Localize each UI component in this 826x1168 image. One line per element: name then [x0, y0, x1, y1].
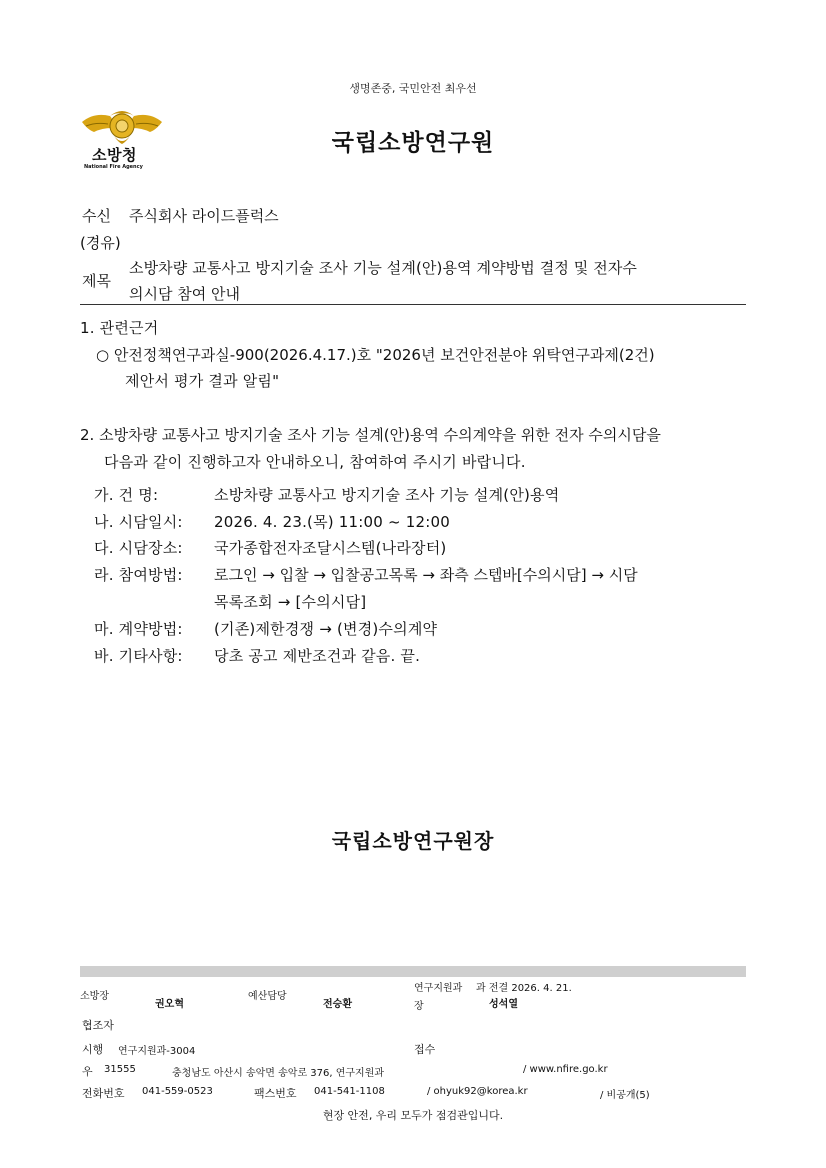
logo-text: 소방청 — [92, 146, 137, 164]
item-value-title: 소방차량 교통사고 방지기술 조사 기능 설계(안)용역 — [214, 486, 560, 504]
email-link[interactable]: / ohyuk92@korea.kr — [427, 1086, 528, 1097]
item-label-contract: 마. 계약방법: — [94, 620, 183, 638]
section-1-item-line-1: ○ 안전정책연구과실-900(2026.4.17.)호 "2026년 보건안전분야 위탁연구과제(2건) — [96, 346, 655, 364]
issuer-signature: 국립소방연구원장 — [331, 829, 495, 853]
header-divider — [80, 304, 746, 305]
enforce-label: 시행 — [82, 1043, 104, 1056]
approver-2-title: 예산담당 — [248, 991, 287, 1002]
subject-label: 제목 — [82, 272, 111, 290]
approver-2-name: 전승환 — [323, 999, 352, 1010]
section-2-line-2: 다음과 같이 진행하고자 안내하오니, 참여하여 주시기 바랍니다. — [104, 453, 526, 471]
motto: 생명존중, 국민안전 최우선 — [349, 82, 477, 95]
phone-number: 041-559-0523 — [142, 1086, 213, 1097]
via-label: (경유) — [80, 234, 121, 252]
approver-1-name: 권오혁 — [155, 999, 184, 1010]
phone-label: 전화번호 — [82, 1087, 125, 1100]
receipt-label: 접수 — [414, 1043, 436, 1056]
section-2-line-1: 2. 소방차량 교통사고 방지기술 조사 기능 설계(안)용역 수의계약을 위한 전자 수의시담을 — [80, 426, 661, 444]
organization-name: 국립소방연구원 — [331, 130, 495, 156]
approver-3-title-b: 장 — [414, 1001, 424, 1012]
section-1-heading: 1. 관련근거 — [80, 319, 159, 337]
footer-slogan: 현장 안전, 우리 모두가 점검관입니다. — [322, 1109, 504, 1122]
cooperator-label: 협조자 — [82, 1019, 114, 1032]
postcode-label: 우 — [82, 1065, 93, 1078]
approval-status: 과 전결 2026. 4. 21. — [476, 983, 572, 994]
approver-3-title-a: 연구지원과 — [414, 983, 463, 994]
address: 충청남도 아산시 송악면 송악로 376, 연구지원과 — [172, 1068, 385, 1079]
approver-1-title: 소방장 — [80, 991, 109, 1002]
item-label-date: 나. 시담일시: — [94, 513, 183, 531]
item-label-title: 가. 건 명: — [94, 486, 159, 504]
fax-label: 팩스번호 — [254, 1087, 297, 1100]
item-label-place: 다. 시담장소: — [94, 539, 183, 557]
item-value-contract: (기존)제한경쟁 → (변경)수의계약 — [214, 620, 438, 638]
item-value-method-line-2: 목록조회 → [수의시담] — [214, 593, 367, 611]
item-value-date: 2026. 4. 23.(목) 11:00 ~ 12:00 — [214, 513, 450, 531]
logo-subtext: National Fire Agency — [84, 164, 143, 170]
subject-line-2: 의시담 참여 안내 — [129, 285, 240, 303]
postcode: 31555 — [104, 1064, 136, 1075]
item-value-method: 로그인 → 입찰 → 입찰공고목록 → 좌측 스텝바[수의시담] → 시담 — [214, 566, 638, 584]
recipient: 주식회사 라이드플럭스 — [129, 207, 279, 225]
item-label-etc: 바. 기타사항: — [94, 647, 183, 665]
item-value-place: 국가종합전자조달시스템(나라장터) — [214, 539, 447, 557]
footer-divider-bar — [80, 966, 746, 977]
recipient-label: 수신 — [82, 207, 111, 225]
item-label-method: 라. 참여방법: — [94, 566, 183, 584]
disclosure-status: / 비공개(5) — [600, 1090, 650, 1101]
approver-3-name: 성석열 — [489, 999, 518, 1010]
enforce-value: 연구지원과-3004 — [118, 1046, 196, 1057]
subject-line-1: 소방차량 교통사고 방지기술 조사 기능 설계(안)용역 계약방법 결정 및 전자수 — [129, 259, 638, 277]
section-1-item-line-2: 제안서 평가 결과 알림" — [125, 372, 280, 390]
fax-number: 041-541-1108 — [314, 1086, 385, 1097]
item-value-etc: 당초 공고 제반조건과 같음. 끝. — [214, 647, 421, 665]
website-link[interactable]: / www.nfire.go.kr — [523, 1064, 608, 1075]
